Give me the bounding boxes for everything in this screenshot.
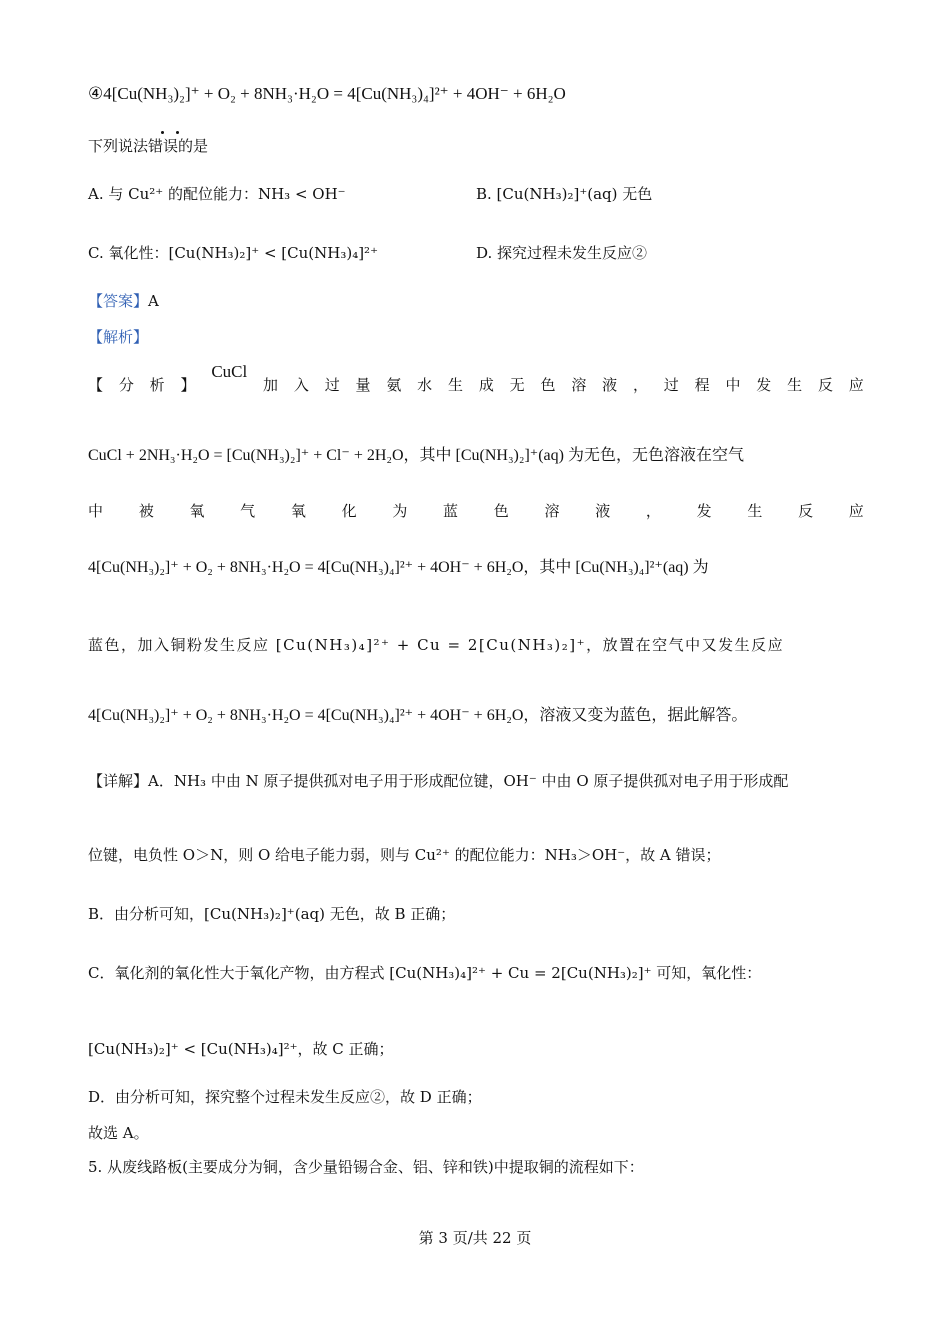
detail-b: B．由分析可知，[Cu(NH₃)₂]⁺(aq) 无色，故 B 正确；	[88, 905, 456, 923]
analysis-line-6: 4[Cu(NH₃)₂]⁺ + O₂ + 8NH₃·H₂O = 4[Cu(NH₃)₄]²⁺ + 4OH⁻ + 6H₂O，溶液又变为蓝色，据此解答。	[88, 707, 748, 724]
analysis-line-2: CuCl + 2NH₃·H₂O = [Cu(NH₃)₂]⁺ + Cl⁻ + 2H₂O，其中 [Cu(NH₃)₂]⁺(aq) 为无色，无色溶液在空气	[88, 447, 744, 464]
question-prompt: 下列说法错误的是	[88, 137, 209, 155]
option-d: D. 探究过程未发生反应②	[476, 244, 648, 262]
analysis-line-5: 蓝色，加入铜粉发生反应 [Cu(NH₃)₄]²⁺ + Cu = 2[Cu(NH₃)₂]⁺，放置在空气中又发生反应	[88, 636, 785, 654]
answer-label: 【答案】	[88, 292, 149, 310]
analysis-line-1: 【 分 析 】 CuCl 加 入 过 量 氨 水 生 成 无 色 溶 液 ， 过 程 中 发 生 反 应	[88, 362, 864, 394]
answer	[88, 292, 159, 310]
analysis-line-3: 中 被 氧 气 氧 化 为 蓝 色 溶 液 ， 发 生 反 应	[88, 502, 864, 520]
detail-a-line-1: 【详解】A．NH₃ 中由 N 原子提供孤对电子用于形成配位键，OH⁻ 中由 O 原子提供孤对电子用于形成配	[88, 772, 789, 790]
option-b: B. [Cu(NH₃)₂]⁺(aq) 无色	[476, 185, 653, 203]
option-a: A. 与 Cu²⁺ 的配位能力：NH₃ < OH⁻	[88, 185, 346, 203]
detail-c-line-2: [Cu(NH₃)₂]⁺ < [Cu(NH₃)₄]²⁺，故 C 正确；	[88, 1040, 394, 1058]
detail-a-line-2: 位键，电负性 O＞N，则 O 给电子能力弱，则与 Cu²⁺ 的配位能力：NH₃＞OH⁻，故 A 错误；	[88, 846, 721, 864]
analysis-label: 【解析】	[88, 328, 149, 346]
answer-value: A	[148, 292, 159, 310]
option-c: C. 氧化性：[Cu(NH₃)₂]⁺ < [Cu(NH₃)₄]²⁺	[88, 244, 378, 262]
conclusion: 故选 A。	[88, 1124, 149, 1142]
detail-c-line-1: C．氧化剂的氧化性大于氧化产物，由方程式 [Cu(NH₃)₄]²⁺ + Cu = 2[Cu(NH₃)₂]⁺ 可知，氧化性：	[88, 964, 762, 982]
emphasis-dot	[176, 131, 179, 134]
page-footer: 第 3 页/共 22 页	[418, 1229, 532, 1247]
reaction-4: ④4[Cu(NH₃)₂]⁺ + O₂ + 8NH₃·H₂O = 4[Cu(NH₃)₄]²⁺ + 4OH⁻ + 6H₂O	[88, 84, 566, 103]
next-question: 5. 从废线路板(主要成分为铜，含少量铅锡合金、铝、锌和铁)中提取铜的流程如下：	[88, 1158, 644, 1176]
emphasis-dot	[161, 131, 164, 134]
detail-d: D．由分析可知，探究整个过程未发生反应②，故 D 正确；	[88, 1088, 482, 1106]
analysis-line-4: 4[Cu(NH₃)₂]⁺ + O₂ + 8NH₃·H₂O = 4[Cu(NH₃)₄]²⁺ + 4OH⁻ + 6H₂O，其中 [Cu(NH₃)₄]²⁺(aq) 为	[88, 559, 709, 576]
